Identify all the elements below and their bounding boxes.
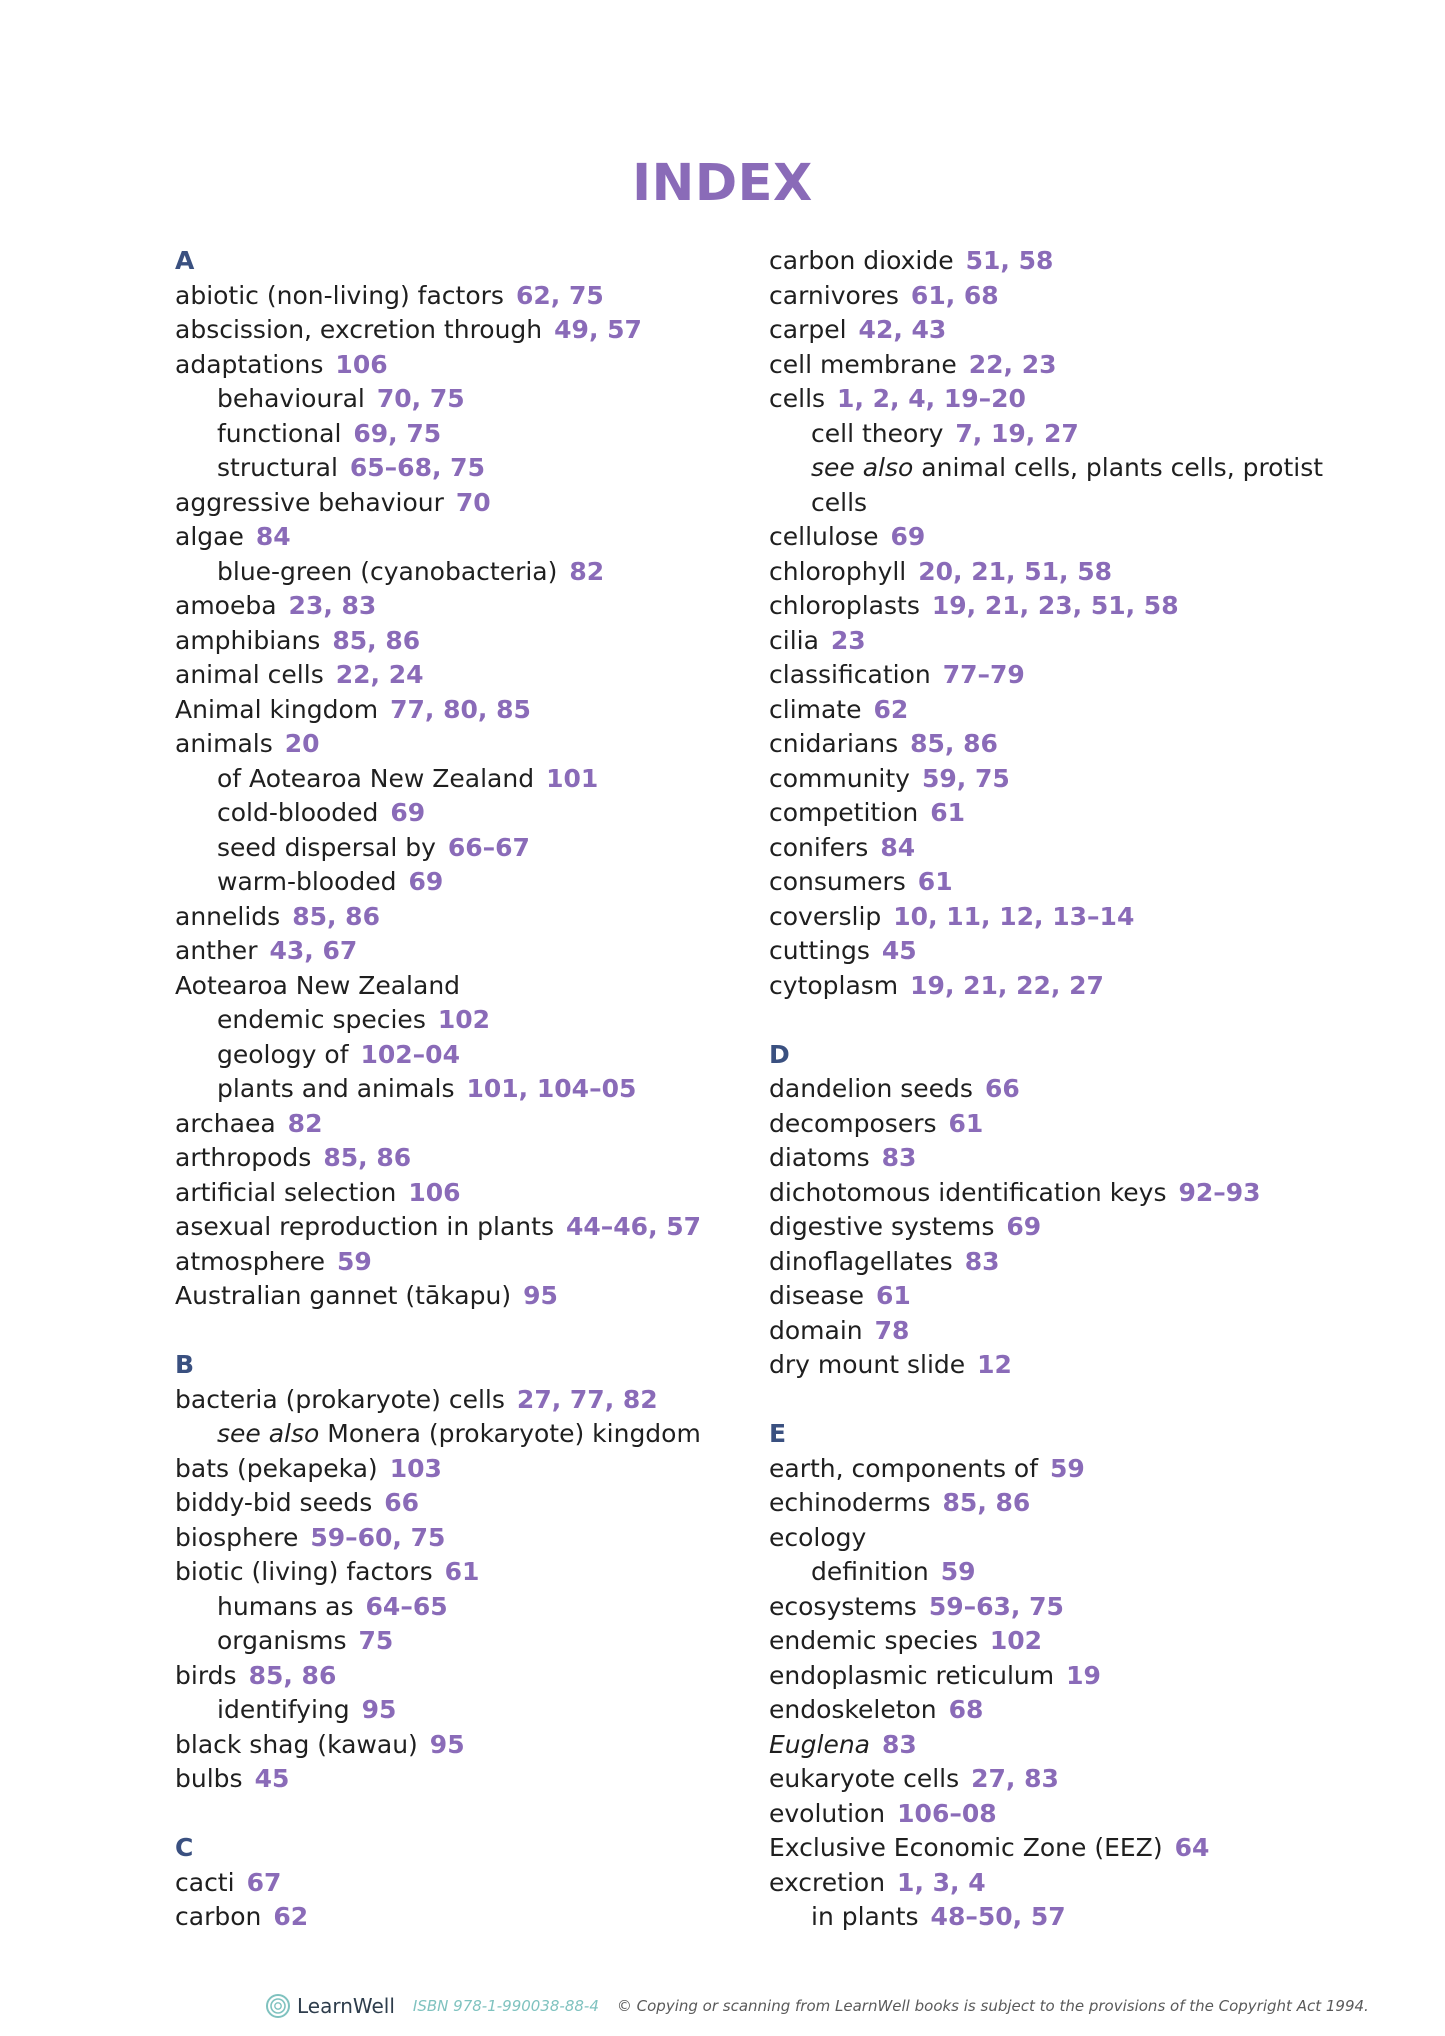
page-refs: 102–04 xyxy=(360,1039,460,1069)
index-entry xyxy=(175,589,755,624)
page-refs: 27, 83 xyxy=(971,1764,1059,1793)
entry-term: humans as xyxy=(217,1591,354,1621)
page-refs: 82 xyxy=(569,556,605,586)
index-entry xyxy=(769,934,1349,969)
entry-term: identifying xyxy=(217,1695,350,1724)
page-refs: 62 xyxy=(873,694,909,724)
page-refs: 66 xyxy=(384,1488,420,1517)
index-subentry xyxy=(175,1624,755,1659)
page-refs: 59, 75 xyxy=(921,763,1010,793)
index-entry xyxy=(769,1590,1349,1625)
index-entry xyxy=(769,589,1349,624)
index-entry xyxy=(769,969,1349,1004)
page-refs: 85, 86 xyxy=(292,901,380,931)
page-refs: 82 xyxy=(287,1108,323,1138)
index-entry xyxy=(175,1141,755,1176)
page-refs: 75 xyxy=(358,1626,394,1655)
page-refs: 95 xyxy=(523,1281,558,1310)
entry-term: conifers xyxy=(769,832,869,862)
entry-term: diatoms xyxy=(769,1143,870,1172)
index-entry xyxy=(769,555,1349,590)
entry-term: abscission, excretion through xyxy=(175,315,543,344)
page-refs: 59–63, 75 xyxy=(928,1591,1064,1621)
entry-term: cellulose xyxy=(769,522,879,551)
entry-term: competition xyxy=(769,798,919,827)
page-refs: 103 xyxy=(389,1453,442,1483)
page-refs: 66 xyxy=(984,1074,1020,1103)
page-refs: 64–65 xyxy=(365,1591,448,1621)
index-entry xyxy=(175,1900,755,1935)
page-refs: 106–08 xyxy=(897,1798,997,1828)
entry-term: dinoflagellates xyxy=(769,1246,953,1276)
index-entry xyxy=(769,1210,1349,1245)
page-refs: 19, 21, 23, 51, 58 xyxy=(931,591,1179,620)
index-entry xyxy=(175,693,755,728)
page-refs: 44–46, 57 xyxy=(565,1212,702,1241)
page-refs: 85, 86 xyxy=(910,729,998,758)
page-refs: 61 xyxy=(948,1108,984,1138)
entry-term: abiotic (non-living) factors xyxy=(175,280,504,310)
index-entry xyxy=(769,1831,1349,1866)
index-entry xyxy=(769,313,1349,348)
index-subentry xyxy=(175,1072,755,1107)
entry-term: algae xyxy=(175,522,244,551)
entry-term: cuttings xyxy=(769,936,870,965)
index-subentry xyxy=(769,486,1349,521)
index-entry xyxy=(769,1486,1349,1521)
page-refs: 59 xyxy=(940,1557,976,1586)
entry-term: Exclusive Economic Zone (EEZ) xyxy=(769,1833,1163,1862)
entry-term: cell theory xyxy=(811,418,944,448)
index-entry xyxy=(769,1141,1349,1176)
page-footer xyxy=(265,1993,1369,2019)
index-section xyxy=(175,1831,755,1935)
index-entry xyxy=(769,900,1349,935)
page-refs: 19 xyxy=(1066,1660,1101,1690)
entry-term: consumers xyxy=(769,867,906,896)
page-refs: 59 xyxy=(1050,1453,1085,1483)
entry-term: dry mount slide xyxy=(769,1350,966,1379)
page-refs: 23 xyxy=(830,625,866,655)
entry-term: black shag (kawau) xyxy=(175,1729,418,1759)
index-subentry xyxy=(175,382,755,417)
entry-term: ecology xyxy=(769,1522,867,1552)
page-refs: 22, 24 xyxy=(335,660,424,689)
page-refs: 106 xyxy=(408,1177,461,1207)
page-refs: 69 xyxy=(890,522,926,551)
entry-term: coverslip xyxy=(769,901,882,931)
entry-term: disease xyxy=(769,1281,864,1310)
entry-term: cell membrane xyxy=(769,349,957,379)
page-refs: 43, 67 xyxy=(269,936,358,965)
page-refs: 61 xyxy=(930,798,966,827)
entry-term: organisms xyxy=(217,1626,347,1655)
index-subentry xyxy=(175,1417,755,1452)
page-refs: 66–67 xyxy=(447,832,530,862)
page-refs: 45 xyxy=(881,936,917,965)
index-entry xyxy=(175,1555,755,1590)
page-refs: 102 xyxy=(989,1626,1043,1655)
index-entry xyxy=(769,658,1349,693)
page-refs: 59 xyxy=(337,1246,372,1276)
index-subentry xyxy=(175,1590,755,1625)
page-refs: 27, 77, 82 xyxy=(516,1384,658,1414)
page-refs: 7, 19, 27 xyxy=(955,418,1079,448)
index-entry xyxy=(769,348,1349,383)
entry-term: carnivores xyxy=(769,280,899,310)
entry-term: geology of xyxy=(217,1039,349,1069)
learnwell-logo xyxy=(265,1993,395,2019)
index-entry xyxy=(769,1279,1349,1314)
copyright-notice: © Copying or scanning from LearnWell books is subject to the provisions of the Copyright Act 1994. xyxy=(616,1997,1369,2015)
entry-term: bats (pekapeka) xyxy=(175,1453,378,1483)
entry-term: amoeba xyxy=(175,591,277,620)
index-entry xyxy=(769,382,1349,417)
see-also-label: see also xyxy=(217,1419,320,1448)
entry-term: anther xyxy=(175,936,258,965)
entry-term: seed dispersal by xyxy=(217,832,436,862)
page-refs: 101 xyxy=(546,763,599,793)
index-entry xyxy=(769,1452,1349,1487)
page-refs: 62 xyxy=(273,1902,309,1931)
entry-term: blue-green (cyanobacteria) xyxy=(217,556,558,586)
index-entry xyxy=(175,1279,755,1314)
entry-term: cold-blooded xyxy=(217,798,379,827)
index-entry xyxy=(769,1762,1349,1797)
page-refs: 95 xyxy=(429,1729,465,1759)
entry-term: animal cells xyxy=(175,660,324,689)
entry-term: decomposers xyxy=(769,1108,937,1138)
page-refs: 85, 86 xyxy=(332,625,421,655)
isbn-text: ISBN 978-1-990038-88-4 xyxy=(412,1997,599,2015)
entry-term: biotic (living) factors xyxy=(175,1557,433,1586)
see-also-label: see also xyxy=(811,453,914,482)
entry-term: dichotomous identification keys xyxy=(769,1177,1167,1207)
entry-term: Monera (prokaryote) kingdom xyxy=(327,1419,701,1448)
page-refs: 95 xyxy=(361,1695,397,1724)
index-entry xyxy=(175,1107,755,1142)
index-entry xyxy=(175,624,755,659)
entry-term: evolution xyxy=(769,1798,886,1828)
page-refs: 51, 58 xyxy=(965,246,1054,275)
index-entry xyxy=(769,796,1349,831)
page-refs: 69 xyxy=(408,867,444,896)
entry-term: annelids xyxy=(175,901,281,931)
index-section xyxy=(769,1417,1349,1935)
entry-term: echinoderms xyxy=(769,1488,931,1517)
index-entry xyxy=(175,520,755,555)
entry-term: aggressive behaviour xyxy=(175,487,444,517)
entry-term: animal cells, plants cells, protist xyxy=(921,453,1324,482)
entry-term: definition xyxy=(811,1557,929,1586)
index-entry xyxy=(175,313,755,348)
page-refs: 85, 86 xyxy=(942,1488,1031,1517)
entry-term: cytoplasm xyxy=(769,970,899,1000)
index-entry xyxy=(175,348,755,383)
entry-term: endoskeleton xyxy=(769,1695,937,1724)
entry-term: classification xyxy=(769,660,931,689)
index-entry xyxy=(769,244,1349,279)
index-subentry xyxy=(175,796,755,831)
entry-term: adaptations xyxy=(175,349,324,379)
index-entry xyxy=(175,900,755,935)
page-refs: 69 xyxy=(390,798,426,827)
page-refs: 84 xyxy=(255,522,291,551)
entry-term: of Aotearoa New Zealand xyxy=(217,763,535,793)
entry-term: structural xyxy=(217,453,338,482)
entry-term: earth, components of xyxy=(769,1453,1039,1483)
index-entry xyxy=(175,1383,755,1418)
index-entry xyxy=(769,831,1349,866)
page-refs: 83 xyxy=(881,1143,917,1172)
index-subentry xyxy=(769,1900,1349,1935)
page-refs: 77–79 xyxy=(942,660,1025,689)
index-column-right xyxy=(769,244,1349,1935)
entry-term: climate xyxy=(769,694,862,724)
index-entry xyxy=(175,1452,755,1487)
index-entry xyxy=(175,1762,755,1797)
entry-term: endemic species xyxy=(217,1005,426,1034)
page-refs: 62, 75 xyxy=(515,280,604,310)
index-entry xyxy=(175,486,755,521)
section-letter: A xyxy=(175,246,195,275)
entry-term: artificial selection xyxy=(175,1177,397,1207)
index-column-left xyxy=(175,244,755,1935)
section-letter: E xyxy=(769,1419,787,1448)
entry-term: Australian gannet (tākapu) xyxy=(175,1281,512,1310)
index-subentry xyxy=(769,1555,1349,1590)
page-title: INDEX xyxy=(632,154,813,213)
page-refs: 77, 80, 85 xyxy=(390,694,531,724)
entry-term: carbon dioxide xyxy=(769,246,954,275)
entry-term: asexual reproduction in plants xyxy=(175,1212,554,1241)
index-entry xyxy=(769,762,1349,797)
index-subentry xyxy=(175,451,755,486)
entry-term: functional xyxy=(217,418,342,448)
entry-term: amphibians xyxy=(175,625,321,655)
page-refs: 70, 75 xyxy=(376,384,465,413)
index-entry xyxy=(175,727,755,762)
entry-term: in plants xyxy=(811,1902,919,1931)
index-subentry xyxy=(769,451,1349,486)
index-entry xyxy=(769,1728,1349,1763)
entry-term: warm-blooded xyxy=(217,867,397,896)
page-refs: 68 xyxy=(948,1695,984,1724)
page-refs: 48–50, 57 xyxy=(930,1902,1066,1931)
index-subentry xyxy=(175,865,755,900)
page-refs: 67 xyxy=(246,1867,282,1897)
page-refs: 83 xyxy=(964,1246,1000,1276)
entry-term: bacteria (prokaryote) cells xyxy=(175,1384,505,1414)
index-entry xyxy=(769,1348,1349,1383)
page-refs: 70 xyxy=(455,487,491,517)
index-subentry xyxy=(175,555,755,590)
entry-term: cilia xyxy=(769,625,819,655)
entry-term: digestive systems xyxy=(769,1212,995,1241)
entry-term: endemic species xyxy=(769,1626,978,1655)
entry-term: bulbs xyxy=(175,1764,243,1793)
page-refs: 42, 43 xyxy=(858,315,947,344)
index-entry xyxy=(769,279,1349,314)
index-section xyxy=(769,244,1349,1003)
index-entry xyxy=(769,1693,1349,1728)
entry-term: behavioural xyxy=(217,384,365,413)
index-entry xyxy=(769,1176,1349,1211)
index-subentry xyxy=(175,1003,755,1038)
index-entry xyxy=(769,1866,1349,1901)
entry-term: arthropods xyxy=(175,1143,312,1172)
entry-term: cacti xyxy=(175,1867,235,1897)
page-refs: 45 xyxy=(254,1764,290,1793)
index-section xyxy=(769,1038,1349,1383)
page-refs: 59–60, 75 xyxy=(310,1522,446,1552)
page-refs: 19, 21, 22, 27 xyxy=(910,970,1104,1000)
index-entry xyxy=(175,1176,755,1211)
page-refs: 10, 11, 12, 13–14 xyxy=(893,901,1135,931)
section-letter: C xyxy=(175,1833,194,1862)
index-entry xyxy=(175,1486,755,1521)
learnwell-swirl-icon xyxy=(265,1993,291,2019)
index-entry xyxy=(769,1314,1349,1349)
entry-term: Animal kingdom xyxy=(175,694,379,724)
entry-term: cnidarians xyxy=(769,729,899,758)
index-entry xyxy=(175,1210,755,1245)
page-refs: 69 xyxy=(1006,1212,1042,1241)
entry-term: animals xyxy=(175,729,273,758)
page-refs: 84 xyxy=(880,832,916,862)
page-refs: 69, 75 xyxy=(353,418,442,448)
index-section xyxy=(175,244,755,1314)
entry-term: cells xyxy=(811,487,868,517)
entry-term: chloroplasts xyxy=(769,591,920,620)
index-subentry xyxy=(175,762,755,797)
entry-term: domain xyxy=(769,1315,863,1345)
page-refs: 20 xyxy=(284,729,320,758)
entry-term: plants and animals xyxy=(217,1074,455,1103)
index-entry xyxy=(175,934,755,969)
index-entry xyxy=(769,1797,1349,1832)
index-subentry xyxy=(175,1038,755,1073)
page-refs: 102 xyxy=(437,1005,491,1034)
entry-term: atmosphere xyxy=(175,1246,325,1276)
page-refs: 83 xyxy=(882,1729,917,1759)
entry-term: community xyxy=(769,763,910,793)
page-refs: 61 xyxy=(917,867,953,896)
page-refs: 49, 57 xyxy=(554,315,642,344)
entry-term: dandelion seeds xyxy=(769,1074,973,1103)
entry-term: birds xyxy=(175,1660,237,1690)
index-entry xyxy=(769,1659,1349,1694)
section-letter: D xyxy=(769,1039,790,1069)
page-refs: 1, 2, 4, 19–20 xyxy=(837,384,1026,413)
entry-term: Euglena xyxy=(769,1729,871,1759)
index-entry xyxy=(769,1521,1349,1556)
index-entry xyxy=(175,1521,755,1556)
entry-term: chlorophyll xyxy=(769,556,907,586)
index-entry xyxy=(769,727,1349,762)
brand-name: LearnWell xyxy=(297,1994,395,2018)
index-entry xyxy=(769,1107,1349,1142)
page-refs: 65–68, 75 xyxy=(349,453,485,482)
entry-term: Aotearoa New Zealand xyxy=(175,970,461,1000)
entry-term: carbon xyxy=(175,1902,262,1931)
page-refs: 85, 86 xyxy=(248,1660,337,1690)
page-refs: 23, 83 xyxy=(288,591,377,620)
page-refs: 61 xyxy=(444,1557,480,1586)
entry-term: biosphere xyxy=(175,1522,299,1552)
page-refs: 1, 3, 4 xyxy=(897,1867,986,1897)
page-refs: 20, 21, 51, 58 xyxy=(918,556,1113,586)
index-subentry xyxy=(175,1693,755,1728)
entry-term: cells xyxy=(769,384,826,413)
index-subentry xyxy=(769,417,1349,452)
index-entry xyxy=(769,1624,1349,1659)
index-entry xyxy=(175,1728,755,1763)
page-refs: 64 xyxy=(1174,1833,1210,1862)
index-entry xyxy=(769,1245,1349,1280)
page-refs: 61 xyxy=(875,1281,911,1310)
index-entry xyxy=(769,520,1349,555)
page-refs: 106 xyxy=(335,349,388,379)
index-entry xyxy=(769,624,1349,659)
page-refs: 101, 104–05 xyxy=(466,1074,637,1103)
index-entry xyxy=(769,865,1349,900)
entry-term: biddy-bid seeds xyxy=(175,1488,373,1517)
index-entry xyxy=(175,969,755,1004)
entry-term: eukaryote cells xyxy=(769,1764,960,1793)
index-subentry xyxy=(175,417,755,452)
page-refs: 61, 68 xyxy=(910,280,999,310)
index-entry xyxy=(769,1072,1349,1107)
index-entry xyxy=(175,1866,755,1901)
page-refs: 78 xyxy=(874,1315,910,1345)
entry-term: archaea xyxy=(175,1108,276,1138)
entry-term: carpel xyxy=(769,315,847,344)
index-entry xyxy=(175,1659,755,1694)
index-section xyxy=(175,1348,755,1797)
index-entry xyxy=(769,693,1349,728)
page-refs: 12 xyxy=(977,1350,1012,1379)
index-entry xyxy=(175,658,755,693)
entry-term: ecosystems xyxy=(769,1591,917,1621)
index-entry xyxy=(175,1245,755,1280)
index-subentry xyxy=(175,831,755,866)
page-refs: 92–93 xyxy=(1178,1177,1261,1207)
entry-term: excretion xyxy=(769,1867,886,1897)
page-refs: 22, 23 xyxy=(968,349,1057,379)
section-letter: B xyxy=(175,1350,195,1379)
page-refs: 85, 86 xyxy=(323,1143,412,1172)
entry-term: endoplasmic reticulum xyxy=(769,1660,1055,1690)
index-entry xyxy=(175,279,755,314)
